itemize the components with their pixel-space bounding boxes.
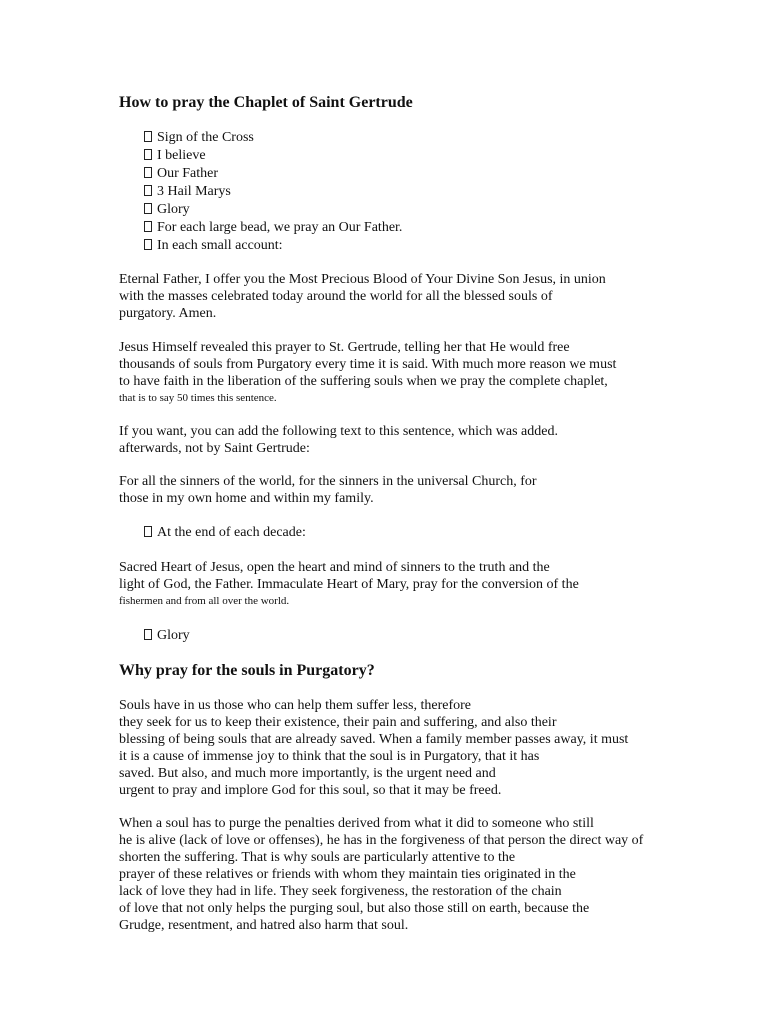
paragraph-line: of love that not only helps the purging soul, but also those still on earth, because the bbox=[119, 901, 590, 916]
checkbox-bullet-icon bbox=[144, 149, 152, 160]
step-item: Sign of the Cross bbox=[144, 129, 254, 147]
step-item: Our Father bbox=[144, 165, 218, 183]
paragraph-line: thousands of souls from Purgatory every time it is said. With much more reason we must bbox=[119, 357, 617, 372]
paragraph-line: saved. But also, and much more importantly, is the urgent need and bbox=[119, 766, 496, 781]
checkbox-bullet-icon bbox=[144, 203, 152, 214]
page-title: How to pray the Chaplet of Saint Gertrude bbox=[119, 94, 413, 111]
prayer-line: with the masses celebrated today around the world for all the blessed souls of bbox=[119, 289, 553, 304]
checkbox-bullet-icon bbox=[144, 239, 152, 250]
checkbox-bullet-icon bbox=[144, 167, 152, 178]
prayer-line: purgatory. Amen. bbox=[119, 306, 217, 321]
section-heading: Why pray for the souls in Purgatory? bbox=[119, 662, 375, 679]
step-item: In each small account: bbox=[144, 237, 283, 255]
step-item: 3 Hail Marys bbox=[144, 183, 231, 201]
paragraph-line: that is to say 50 times this sentence. bbox=[119, 392, 277, 404]
paragraph-line: prayer of these relatives or friends with whom they maintain ties originated in the bbox=[119, 867, 576, 882]
paragraph-line: shorten the suffering. That is why souls are particularly attentive to the bbox=[119, 850, 516, 865]
paragraph-line: they seek for us to keep their existence, their pain and suffering, and also their bbox=[119, 715, 557, 730]
prayer-line: those in my own home and within my family. bbox=[119, 491, 374, 506]
paragraph-line: urgent to pray and implore God for this soul, so that it may be freed. bbox=[119, 783, 502, 798]
paragraph-line: blessing of being souls that are already saved. When a family member passes away, it must bbox=[119, 732, 629, 747]
paragraph-line: Grudge, resentment, and hatred also harm that soul. bbox=[119, 918, 409, 933]
step-item: At the end of each decade: bbox=[144, 524, 306, 542]
prayer-line: For all the sinners of the world, for the sinners in the universal Church, for bbox=[119, 474, 537, 489]
paragraph-line: he is alive (lack of love or offenses), he has in the forgiveness of that person the direct way of bbox=[119, 833, 644, 848]
paragraph-line: afterwards, not by Saint Gertrude: bbox=[119, 441, 310, 456]
step-item: Glory bbox=[144, 627, 190, 645]
paragraph-line: Jesus Himself revealed this prayer to St. Gertrude, telling her that He would free bbox=[119, 340, 570, 355]
prayer-line: fishermen and from all over the world. bbox=[119, 595, 290, 607]
prayer-line: Eternal Father, I offer you the Most Precious Blood of Your Divine Son Jesus, in union bbox=[119, 272, 606, 287]
checkbox-bullet-icon bbox=[144, 221, 152, 232]
step-item: I believe bbox=[144, 147, 206, 165]
checkbox-bullet-icon bbox=[144, 629, 152, 640]
paragraph-line: lack of love they had in life. They seek forgiveness, the restoration of the chain bbox=[119, 884, 562, 899]
paragraph-line: When a soul has to purge the penalties derived from what it did to someone who still bbox=[119, 816, 594, 831]
checkbox-bullet-icon bbox=[144, 526, 152, 537]
checkbox-bullet-icon bbox=[144, 131, 152, 142]
paragraph-line: Souls have in us those who can help them suffer less, therefore bbox=[119, 698, 471, 713]
paragraph-line: it is a cause of immense joy to think that the soul is in Purgatory, that it has bbox=[119, 749, 540, 764]
paragraph-line: to have faith in the liberation of the suffering souls when we pray the complete chaplet, bbox=[119, 374, 608, 389]
prayer-line: Sacred Heart of Jesus, open the heart and mind of sinners to the truth and the bbox=[119, 560, 550, 575]
paragraph-line: If you want, you can add the following text to this sentence, which was added. bbox=[119, 424, 558, 439]
step-item: For each large bead, we pray an Our Father. bbox=[144, 219, 402, 237]
step-item: Glory bbox=[144, 201, 190, 219]
prayer-line: light of God, the Father. Immaculate Heart of Mary, pray for the conversion of the bbox=[119, 577, 579, 592]
checkbox-bullet-icon bbox=[144, 185, 152, 196]
